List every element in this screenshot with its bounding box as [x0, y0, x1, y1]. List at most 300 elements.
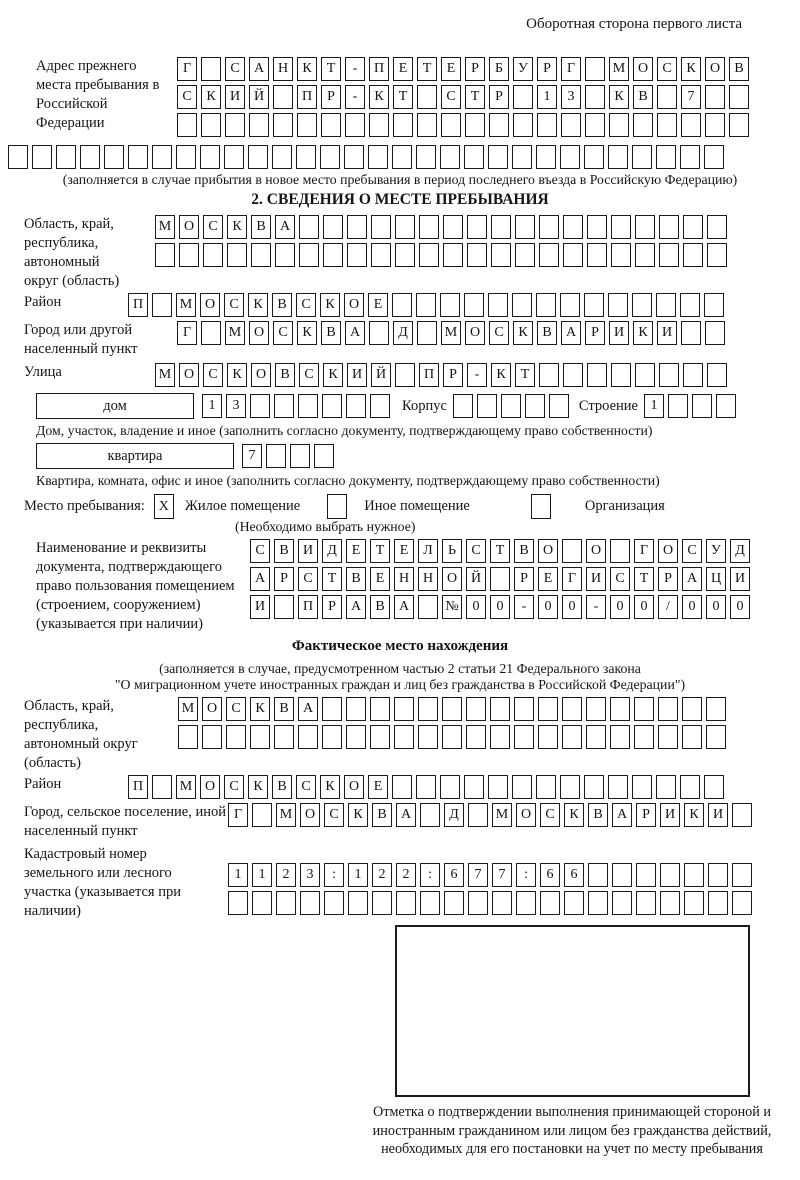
char-cell[interactable]: - — [345, 57, 365, 81]
char-cell[interactable] — [704, 775, 724, 799]
char-cell[interactable]: С — [610, 567, 630, 591]
char-cell[interactable]: В — [251, 215, 271, 239]
char-cell[interactable] — [515, 215, 535, 239]
char-cell[interactable]: О — [658, 539, 678, 563]
char-cell[interactable] — [274, 394, 294, 418]
char-cell[interactable] — [560, 775, 580, 799]
char-cell[interactable]: К — [323, 363, 343, 387]
char-cell[interactable] — [610, 539, 630, 563]
char-cell[interactable] — [539, 215, 559, 239]
char-cell[interactable] — [227, 243, 247, 267]
char-cell[interactable] — [660, 863, 680, 887]
char-cell[interactable] — [444, 891, 464, 915]
char-cell[interactable] — [501, 394, 521, 418]
char-cell[interactable] — [562, 697, 582, 721]
char-cell[interactable]: Г — [634, 539, 654, 563]
char-cell[interactable] — [514, 697, 534, 721]
char-cell[interactable] — [442, 725, 462, 749]
char-cell[interactable]: Е — [441, 57, 461, 81]
char-cell[interactable]: С — [296, 293, 316, 317]
char-cell[interactable] — [708, 863, 728, 887]
char-cell[interactable]: Д — [322, 539, 342, 563]
char-cell[interactable] — [274, 595, 294, 619]
char-cell[interactable]: И — [730, 567, 750, 591]
char-cell[interactable] — [636, 891, 656, 915]
char-cell[interactable] — [298, 725, 318, 749]
char-cell[interactable] — [395, 243, 415, 267]
char-cell[interactable] — [512, 145, 532, 169]
char-cell[interactable] — [371, 215, 391, 239]
char-cell[interactable]: 2 — [276, 863, 296, 887]
char-cell[interactable] — [682, 725, 702, 749]
char-cell[interactable] — [588, 863, 608, 887]
char-cell[interactable] — [155, 243, 175, 267]
char-cell[interactable] — [658, 725, 678, 749]
char-cell[interactable] — [668, 394, 688, 418]
char-cell[interactable] — [104, 145, 124, 169]
char-cell[interactable]: О — [202, 697, 222, 721]
char-cell[interactable]: 3 — [300, 863, 320, 887]
char-cell[interactable] — [489, 113, 509, 137]
char-cell[interactable] — [635, 215, 655, 239]
char-cell[interactable]: С — [466, 539, 486, 563]
char-cell[interactable] — [585, 113, 605, 137]
char-cell[interactable] — [251, 243, 271, 267]
char-cell[interactable]: М — [155, 363, 175, 387]
char-cell[interactable] — [178, 725, 198, 749]
char-cell[interactable] — [732, 891, 752, 915]
char-cell[interactable]: - — [345, 85, 365, 109]
char-cell[interactable] — [348, 891, 368, 915]
char-cell[interactable]: Е — [370, 567, 390, 591]
char-cell[interactable]: О — [516, 803, 536, 827]
char-cell[interactable] — [492, 891, 512, 915]
char-cell[interactable] — [324, 891, 344, 915]
char-cell[interactable] — [440, 775, 460, 799]
char-cell[interactable]: С — [682, 539, 702, 563]
char-cell[interactable]: Р — [322, 595, 342, 619]
char-cell[interactable] — [200, 145, 220, 169]
char-cell[interactable] — [705, 85, 725, 109]
char-cell[interactable]: Р — [274, 567, 294, 591]
char-cell[interactable] — [392, 145, 412, 169]
char-cell[interactable]: Е — [394, 539, 414, 563]
char-cell[interactable] — [453, 394, 473, 418]
char-cell[interactable] — [729, 113, 749, 137]
char-cell[interactable] — [490, 725, 510, 749]
char-cell[interactable]: У — [706, 539, 726, 563]
char-cell[interactable] — [323, 215, 343, 239]
char-cell[interactable] — [636, 863, 656, 887]
char-cell[interactable]: Л — [418, 539, 438, 563]
char-cell[interactable]: С — [177, 85, 197, 109]
char-cell[interactable]: 0 — [490, 595, 510, 619]
char-cell[interactable]: Д — [444, 803, 464, 827]
char-cell[interactable] — [634, 725, 654, 749]
char-cell[interactable] — [633, 113, 653, 137]
char-cell[interactable] — [681, 113, 701, 137]
char-cell[interactable] — [680, 293, 700, 317]
char-cell[interactable]: О — [249, 321, 269, 345]
char-cell[interactable] — [443, 243, 463, 267]
char-cell[interactable] — [490, 697, 510, 721]
char-cell[interactable] — [635, 243, 655, 267]
char-cell[interactable] — [684, 863, 704, 887]
char-cell[interactable] — [704, 145, 724, 169]
char-cell[interactable] — [587, 363, 607, 387]
char-cell[interactable]: Ь — [442, 539, 462, 563]
char-cell[interactable] — [440, 145, 460, 169]
char-cell[interactable] — [396, 891, 416, 915]
char-cell[interactable] — [290, 444, 310, 468]
char-cell[interactable] — [488, 775, 508, 799]
char-cell[interactable] — [419, 215, 439, 239]
char-cell[interactable] — [512, 293, 532, 317]
char-cell[interactable]: Р — [585, 321, 605, 345]
char-cell[interactable] — [515, 243, 535, 267]
char-cell[interactable]: 0 — [634, 595, 654, 619]
char-cell[interactable]: К — [320, 775, 340, 799]
char-cell[interactable] — [732, 863, 752, 887]
char-cell[interactable] — [344, 145, 364, 169]
char-cell[interactable]: И — [298, 539, 318, 563]
char-cell[interactable]: Т — [393, 85, 413, 109]
char-cell[interactable] — [249, 113, 269, 137]
char-cell[interactable] — [608, 775, 628, 799]
char-cell[interactable] — [346, 697, 366, 721]
char-cell[interactable] — [516, 891, 536, 915]
char-cell[interactable] — [272, 145, 292, 169]
char-cell[interactable]: О — [344, 775, 364, 799]
char-cell[interactable]: М — [225, 321, 245, 345]
char-cell[interactable]: К — [248, 293, 268, 317]
char-cell[interactable]: И — [586, 567, 606, 591]
char-cell[interactable]: Т — [322, 567, 342, 591]
char-cell[interactable] — [299, 243, 319, 267]
char-cell[interactable]: С — [224, 775, 244, 799]
char-cell[interactable]: Р — [321, 85, 341, 109]
char-cell[interactable]: 7 — [492, 863, 512, 887]
char-cell[interactable] — [346, 725, 366, 749]
char-cell[interactable]: Р — [443, 363, 463, 387]
char-cell[interactable] — [610, 725, 630, 749]
char-cell[interactable]: М — [176, 775, 196, 799]
char-cell[interactable]: С — [657, 57, 677, 81]
char-cell[interactable]: С — [298, 567, 318, 591]
char-cell[interactable] — [201, 321, 221, 345]
char-cell[interactable]: 0 — [610, 595, 630, 619]
char-cell[interactable] — [252, 891, 272, 915]
char-cell[interactable]: 3 — [226, 394, 246, 418]
char-cell[interactable] — [392, 293, 412, 317]
char-cell[interactable]: О — [251, 363, 271, 387]
char-cell[interactable] — [299, 215, 319, 239]
char-cell[interactable] — [464, 775, 484, 799]
char-cell[interactable]: К — [681, 57, 701, 81]
char-cell[interactable] — [468, 891, 488, 915]
char-cell[interactable] — [684, 891, 704, 915]
char-cell[interactable] — [416, 293, 436, 317]
char-cell[interactable]: А — [249, 57, 269, 81]
char-cell[interactable]: А — [345, 321, 365, 345]
char-cell[interactable]: О — [705, 57, 725, 81]
char-cell[interactable]: Г — [177, 321, 197, 345]
char-cell[interactable] — [203, 243, 223, 267]
char-cell[interactable] — [584, 775, 604, 799]
apartment-type-box[interactable]: квартира — [36, 443, 234, 469]
char-cell[interactable]: С — [296, 775, 316, 799]
char-cell[interactable]: О — [344, 293, 364, 317]
char-cell[interactable]: № — [442, 595, 462, 619]
char-cell[interactable]: О — [442, 567, 462, 591]
char-cell[interactable]: О — [300, 803, 320, 827]
char-cell[interactable] — [276, 891, 296, 915]
char-cell[interactable]: О — [200, 293, 220, 317]
char-cell[interactable] — [491, 215, 511, 239]
char-cell[interactable] — [418, 595, 438, 619]
char-cell[interactable]: К — [250, 697, 270, 721]
char-cell[interactable] — [707, 363, 727, 387]
char-cell[interactable] — [266, 444, 286, 468]
char-cell[interactable] — [632, 145, 652, 169]
char-cell[interactable] — [32, 145, 52, 169]
char-cell[interactable] — [564, 891, 584, 915]
char-cell[interactable] — [418, 697, 438, 721]
char-cell[interactable] — [680, 775, 700, 799]
char-cell[interactable] — [466, 725, 486, 749]
char-cell[interactable] — [477, 394, 497, 418]
char-cell[interactable] — [692, 394, 712, 418]
char-cell[interactable]: М — [492, 803, 512, 827]
char-cell[interactable]: С — [540, 803, 560, 827]
char-cell[interactable]: К — [297, 321, 317, 345]
char-cell[interactable]: 6 — [564, 863, 584, 887]
char-cell[interactable] — [536, 145, 556, 169]
char-cell[interactable] — [322, 725, 342, 749]
char-cell[interactable] — [417, 85, 437, 109]
char-cell[interactable] — [538, 725, 558, 749]
char-cell[interactable] — [563, 363, 583, 387]
char-cell[interactable]: : — [324, 863, 344, 887]
char-cell[interactable] — [392, 775, 412, 799]
char-cell[interactable]: И — [657, 321, 677, 345]
char-cell[interactable] — [705, 321, 725, 345]
char-cell[interactable] — [656, 145, 676, 169]
char-cell[interactable] — [250, 725, 270, 749]
char-cell[interactable] — [612, 891, 632, 915]
char-cell[interactable]: П — [298, 595, 318, 619]
char-cell[interactable]: Е — [538, 567, 558, 591]
char-cell[interactable] — [275, 243, 295, 267]
char-cell[interactable]: 6 — [540, 863, 560, 887]
char-cell[interactable] — [681, 321, 701, 345]
char-cell[interactable]: Г — [562, 567, 582, 591]
char-cell[interactable]: / — [658, 595, 678, 619]
char-cell[interactable] — [632, 775, 652, 799]
char-cell[interactable] — [683, 363, 703, 387]
char-cell[interactable] — [370, 394, 390, 418]
char-cell[interactable] — [420, 803, 440, 827]
char-cell[interactable] — [345, 113, 365, 137]
char-cell[interactable] — [443, 215, 463, 239]
char-cell[interactable]: К — [348, 803, 368, 827]
char-cell[interactable] — [659, 215, 679, 239]
char-cell[interactable] — [491, 243, 511, 267]
char-cell[interactable] — [560, 293, 580, 317]
char-cell[interactable]: Р — [636, 803, 656, 827]
char-cell[interactable]: - — [467, 363, 487, 387]
char-cell[interactable] — [537, 113, 557, 137]
char-cell[interactable]: П — [297, 85, 317, 109]
checkbox-residential[interactable]: X — [154, 494, 174, 519]
char-cell[interactable] — [656, 775, 676, 799]
char-cell[interactable]: С — [441, 85, 461, 109]
char-cell[interactable] — [466, 697, 486, 721]
char-cell[interactable] — [660, 891, 680, 915]
char-cell[interactable]: О — [179, 215, 199, 239]
char-cell[interactable] — [536, 293, 556, 317]
char-cell[interactable]: 7 — [242, 444, 262, 468]
char-cell[interactable] — [369, 113, 389, 137]
char-cell[interactable] — [708, 891, 728, 915]
char-cell[interactable] — [716, 394, 736, 418]
char-cell[interactable]: С — [224, 293, 244, 317]
char-cell[interactable]: 1 — [252, 863, 272, 887]
char-cell[interactable]: Т — [321, 57, 341, 81]
char-cell[interactable]: В — [274, 697, 294, 721]
char-cell[interactable] — [298, 394, 318, 418]
char-cell[interactable]: 0 — [730, 595, 750, 619]
char-cell[interactable] — [347, 215, 367, 239]
char-cell[interactable] — [525, 394, 545, 418]
char-cell[interactable]: К — [633, 321, 653, 345]
char-cell[interactable]: А — [612, 803, 632, 827]
char-cell[interactable]: О — [633, 57, 653, 81]
char-cell[interactable] — [538, 697, 558, 721]
char-cell[interactable] — [371, 243, 391, 267]
char-cell[interactable]: У — [513, 57, 533, 81]
char-cell[interactable] — [588, 891, 608, 915]
char-cell[interactable]: О — [586, 539, 606, 563]
char-cell[interactable]: 1 — [228, 863, 248, 887]
char-cell[interactable] — [273, 85, 293, 109]
char-cell[interactable]: И — [609, 321, 629, 345]
char-cell[interactable] — [464, 145, 484, 169]
char-cell[interactable] — [659, 243, 679, 267]
char-cell[interactable] — [314, 444, 334, 468]
char-cell[interactable] — [322, 394, 342, 418]
char-cell[interactable] — [465, 113, 485, 137]
char-cell[interactable]: П — [369, 57, 389, 81]
char-cell[interactable]: К — [297, 57, 317, 81]
char-cell[interactable] — [369, 321, 389, 345]
char-cell[interactable] — [706, 697, 726, 721]
char-cell[interactable] — [706, 725, 726, 749]
char-cell[interactable]: 0 — [682, 595, 702, 619]
char-cell[interactable] — [707, 215, 727, 239]
char-cell[interactable]: С — [203, 363, 223, 387]
char-cell[interactable]: Т — [490, 539, 510, 563]
char-cell[interactable] — [563, 243, 583, 267]
char-cell[interactable]: Й — [466, 567, 486, 591]
house-type-box[interactable]: дом — [36, 393, 194, 419]
char-cell[interactable] — [228, 891, 248, 915]
char-cell[interactable] — [417, 321, 437, 345]
char-cell[interactable] — [632, 293, 652, 317]
char-cell[interactable] — [680, 145, 700, 169]
char-cell[interactable]: 0 — [538, 595, 558, 619]
char-cell[interactable]: Т — [370, 539, 390, 563]
char-cell[interactable] — [320, 145, 340, 169]
char-cell[interactable] — [370, 725, 390, 749]
char-cell[interactable] — [201, 113, 221, 137]
char-cell[interactable]: М — [441, 321, 461, 345]
char-cell[interactable] — [609, 113, 629, 137]
char-cell[interactable] — [300, 891, 320, 915]
char-cell[interactable]: Е — [368, 775, 388, 799]
char-cell[interactable]: С — [324, 803, 344, 827]
char-cell[interactable] — [657, 85, 677, 109]
char-cell[interactable] — [395, 215, 415, 239]
char-cell[interactable]: - — [586, 595, 606, 619]
char-cell[interactable] — [128, 145, 148, 169]
char-cell[interactable]: 1 — [644, 394, 664, 418]
char-cell[interactable]: Е — [393, 57, 413, 81]
char-cell[interactable]: 1 — [202, 394, 222, 418]
char-cell[interactable]: В — [633, 85, 653, 109]
char-cell[interactable]: Д — [730, 539, 750, 563]
char-cell[interactable]: П — [128, 775, 148, 799]
char-cell[interactable] — [225, 113, 245, 137]
char-cell[interactable] — [562, 725, 582, 749]
char-cell[interactable]: Т — [515, 363, 535, 387]
char-cell[interactable]: 6 — [444, 863, 464, 887]
char-cell[interactable] — [347, 243, 367, 267]
char-cell[interactable] — [296, 145, 316, 169]
char-cell[interactable]: К — [513, 321, 533, 345]
char-cell[interactable]: О — [538, 539, 558, 563]
char-cell[interactable]: И — [225, 85, 245, 109]
char-cell[interactable]: К — [369, 85, 389, 109]
char-cell[interactable]: А — [394, 595, 414, 619]
char-cell[interactable] — [513, 85, 533, 109]
char-cell[interactable] — [441, 113, 461, 137]
char-cell[interactable] — [611, 215, 631, 239]
char-cell[interactable] — [585, 57, 605, 81]
char-cell[interactable]: 3 — [561, 85, 581, 109]
char-cell[interactable]: А — [396, 803, 416, 827]
char-cell[interactable] — [440, 293, 460, 317]
char-cell[interactable] — [513, 113, 533, 137]
char-cell[interactable] — [488, 145, 508, 169]
char-cell[interactable]: В — [272, 293, 292, 317]
char-cell[interactable] — [705, 113, 725, 137]
char-cell[interactable] — [418, 725, 438, 749]
char-cell[interactable] — [635, 363, 655, 387]
char-cell[interactable] — [659, 363, 679, 387]
char-cell[interactable]: С — [299, 363, 319, 387]
char-cell[interactable]: С — [250, 539, 270, 563]
char-cell[interactable]: Р — [658, 567, 678, 591]
char-cell[interactable]: Т — [417, 57, 437, 81]
char-cell[interactable]: К — [320, 293, 340, 317]
char-cell[interactable] — [562, 539, 582, 563]
char-cell[interactable]: Р — [514, 567, 534, 591]
char-cell[interactable] — [707, 243, 727, 267]
char-cell[interactable]: 0 — [706, 595, 726, 619]
char-cell[interactable] — [464, 293, 484, 317]
char-cell[interactable] — [56, 145, 76, 169]
